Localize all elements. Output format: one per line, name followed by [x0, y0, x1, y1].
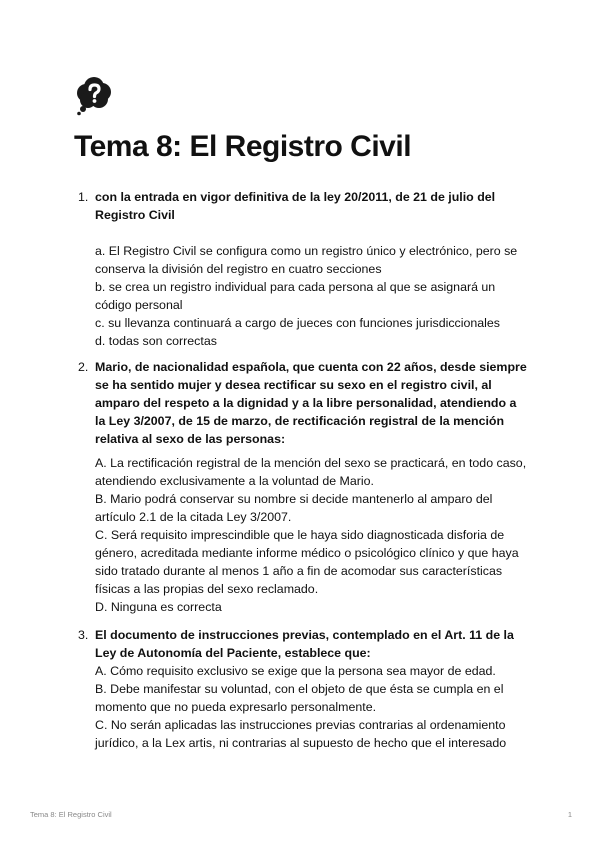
question-stem: Mario, de nacionalidad española, que cuenta con 22 años, desde siempre se ha sentido mujer y desea rectificar su sexo en el registro civil, al amparo del respeto a la dignidad y a la libre personalidad, atendiendo a la Ley 3/2007, de 15 de marzo, de rectificación registral de la mención relativa al sexo de las personas: — [95, 360, 527, 446]
thought-bubble-question-icon — [74, 76, 114, 116]
option-b: B. Debe manifestar su voluntad, con el objeto de que ésta se cumpla en el momento que no pueda expresarlo personalmente. — [95, 682, 504, 714]
option-d: D. Ninguna es correcta — [95, 600, 222, 614]
question-number: 1. — [78, 190, 89, 204]
question-stem: El documento de instrucciones previas, contemplado en el Art. 11 de la Ley de Autonomía del Paciente, establece que: — [95, 628, 514, 660]
question-number: 3. — [78, 628, 89, 642]
option-b: b. se crea un registro individual para cada persona al que se asignará un código personal — [95, 280, 496, 312]
option-a: a. El Registro Civil se configura como un registro único y electrónico, pero se conserva la división del registro en cuatro secciones — [95, 244, 518, 276]
option-list — [95, 454, 530, 616]
option-list — [95, 662, 530, 752]
question-stem: con la entrada en vigor definitiva de la ley 20/2011, de 21 de julio del Registro Civil — [95, 190, 496, 222]
page-title: Tema 8: El Registro Civil — [74, 130, 412, 163]
option-c: c. su llevanza continuará a cargo de jueces con funciones jurisdiccionales — [95, 316, 500, 330]
question-1 — [78, 188, 530, 350]
option-d: d. todas son correctas — [95, 334, 217, 348]
question-2 — [78, 358, 530, 616]
option-c: C. No serán aplicadas las instrucciones previas contrarias al ordenamiento jurídico, a la Lex artis, ni contrarias al supuesto de hecho que el interesado — [95, 718, 507, 750]
question-number: 2. — [78, 360, 89, 374]
option-list — [95, 242, 530, 350]
question-3 — [78, 626, 530, 752]
option-a: A. La rectificación registral de la mención del sexo se practicará, en todo caso, atendiendo exclusivamente a la voluntad de Mario. — [95, 456, 527, 488]
footer-document-title: Tema 8: El Registro Civil — [30, 810, 112, 819]
option-c: C. Será requisito imprescindible que le haya sido diagnosticada disforia de género, acreditada mediante informe médico o psicológico clínico y que haya sido tratado durante al menos 1 año a fin de acomodar sus características físicas a las propias del sexo reclamado. — [95, 528, 519, 596]
option-a: A. Cómo requisito exclusivo se exige que la persona sea mayor de edad. — [95, 664, 496, 678]
footer-page-number: 1 — [567, 810, 572, 819]
option-b: B. Mario podrá conservar su nombre si decide mantenerlo al amparo del artículo 2.1 de la citada Ley 3/2007. — [95, 492, 493, 524]
